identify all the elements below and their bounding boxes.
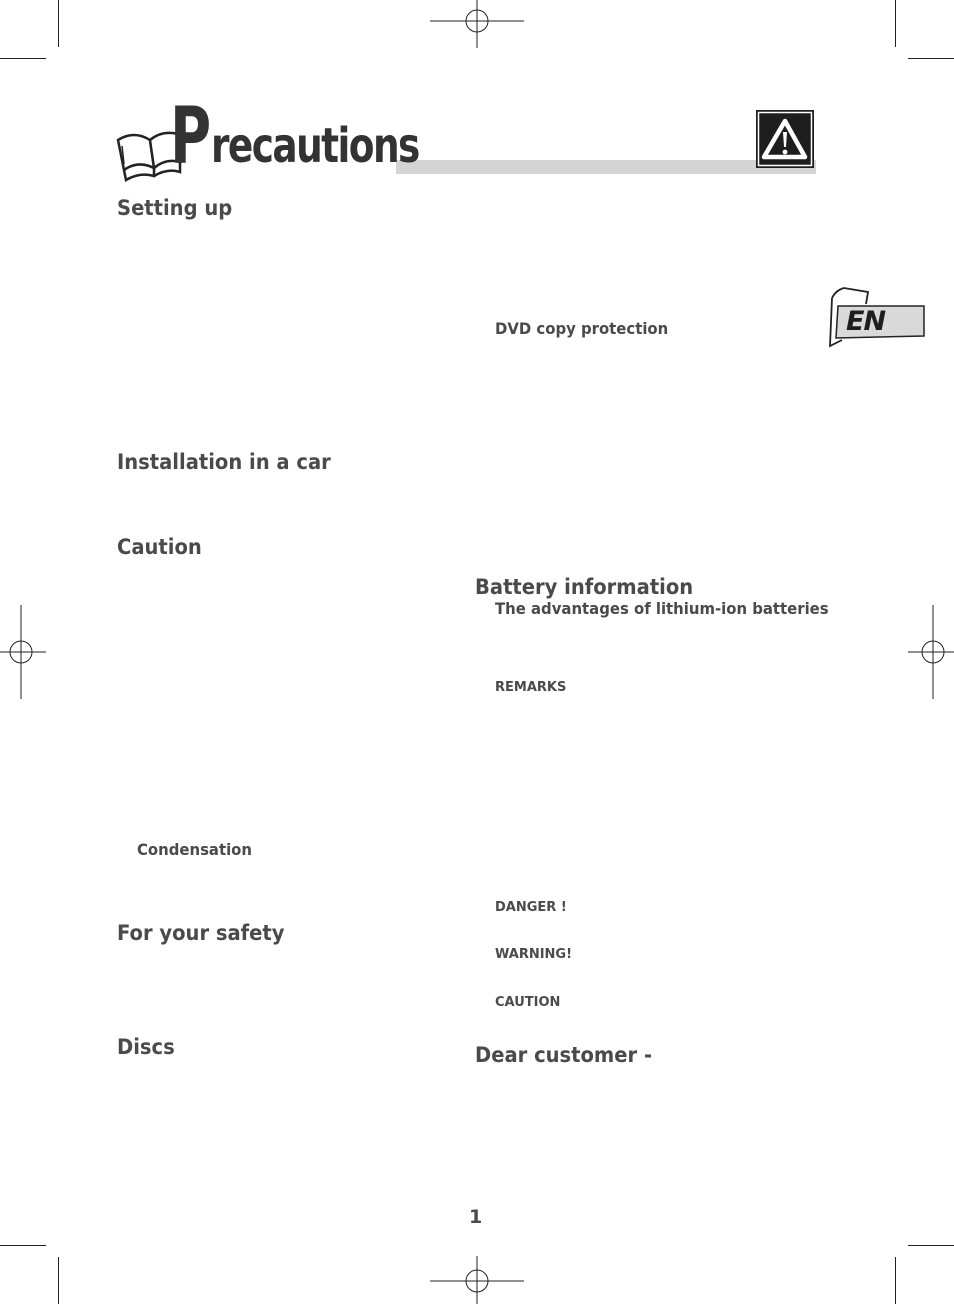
page-title: [116, 92, 816, 184]
crop-mark: [58, 1257, 59, 1304]
registration-mark-icon: [908, 605, 954, 699]
crop-mark: [895, 1257, 896, 1304]
crop-mark: [0, 1245, 46, 1246]
subheading-lithium-advantages: The advantages of lithium-ion batteries: [495, 599, 829, 618]
heading-for-your-safety: For your safety: [117, 921, 285, 945]
heading-setting-up: Setting up: [117, 196, 233, 220]
registration-mark-icon: [430, 0, 524, 48]
label-danger: DANGER !: [495, 900, 567, 915]
crop-mark: [908, 1245, 954, 1246]
crop-mark: [908, 58, 954, 59]
heading-caution: Caution: [117, 535, 202, 559]
label-remarks: REMARKS: [495, 680, 567, 695]
label-caution: CAUTION: [495, 995, 561, 1010]
heading-dear-customer: Dear customer -: [475, 1043, 653, 1067]
page-number: 1: [469, 1206, 483, 1228]
registration-mark-icon: [430, 1256, 524, 1304]
subheading-condensation: Condensation: [137, 840, 253, 859]
heading-installation-in-a-car: Installation in a car: [117, 450, 331, 474]
title-initial: P: [170, 92, 209, 182]
language-badge: EN: [846, 306, 886, 337]
crop-mark: [895, 0, 896, 47]
warning-triangle-icon: [756, 110, 814, 168]
crop-mark: [58, 0, 59, 47]
heading-battery-information: Battery information: [475, 575, 694, 599]
subheading-dvd-copy-protection: DVD copy protection: [495, 319, 669, 338]
label-warning: WARNING!: [495, 947, 573, 962]
heading-discs: Discs: [117, 1035, 175, 1059]
crop-mark: [0, 58, 46, 59]
title-text: recautions: [211, 118, 419, 174]
title-underline-bar: [396, 160, 816, 174]
registration-mark-icon: [0, 605, 46, 699]
